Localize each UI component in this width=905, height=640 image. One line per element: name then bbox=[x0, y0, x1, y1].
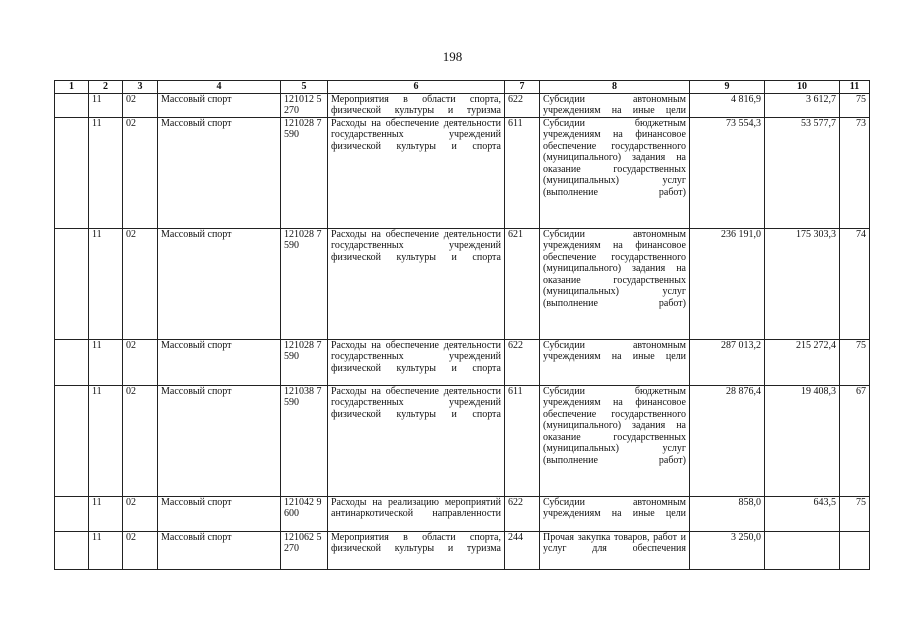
section-name-cell: Массовый спорт bbox=[158, 339, 281, 385]
row-number-cell bbox=[55, 117, 89, 228]
execution-percent-cell: 67 bbox=[840, 385, 870, 496]
section-code-cell: 11 bbox=[89, 531, 123, 569]
executed-amount-cell: 175 303,3 bbox=[765, 228, 840, 339]
execution-percent-cell: 74 bbox=[840, 228, 870, 339]
expense-type-code-cell: 622 bbox=[505, 339, 540, 385]
subsection-code-cell: 02 bbox=[123, 339, 158, 385]
table-row bbox=[55, 228, 870, 339]
table-row bbox=[55, 339, 870, 385]
expense-type-name-cell: Субсидии бюджетным учреждениям на финансовое обеспечение государственного (муниципального) задания на оказание государственных (муниципальных) услуг (выполнение работ) bbox=[540, 117, 690, 228]
expense-type-name-cell: Субсидии автономным учреждениям на иные цели bbox=[540, 496, 690, 531]
col-header: 8 bbox=[540, 81, 690, 94]
row-number-cell bbox=[55, 93, 89, 117]
target-article-cell: 121062 5270 bbox=[281, 531, 328, 569]
page-number: 198 bbox=[442, 49, 463, 64]
subsection-code-cell: 02 bbox=[123, 228, 158, 339]
expense-type-name-cell: Субсидии бюджетным учреждениям на финансовое обеспечение государственного (муниципального) задания на оказание государственных (муниципальных) услуг (выполнение работ) bbox=[540, 385, 690, 496]
planned-amount-cell: 4 816,9 bbox=[690, 93, 765, 117]
target-article-cell: 121012 5270 bbox=[281, 93, 328, 117]
executed-amount-cell: 19 408,3 bbox=[765, 385, 840, 496]
section-code-cell: 11 bbox=[89, 228, 123, 339]
col-header: 3 bbox=[123, 81, 158, 94]
col-header: 11 bbox=[840, 81, 870, 94]
expense-type-code-cell: 611 bbox=[505, 385, 540, 496]
expense-type-code-cell: 244 bbox=[505, 531, 540, 569]
table-row bbox=[55, 531, 870, 569]
expense-type-name-cell: Субсидии автономным учреждениям на иные цели bbox=[540, 93, 690, 117]
planned-amount-cell: 73 554,3 bbox=[690, 117, 765, 228]
executed-amount-cell bbox=[765, 531, 840, 569]
row-number-cell bbox=[55, 385, 89, 496]
col-header: 5 bbox=[281, 81, 328, 94]
planned-amount-cell: 236 191,0 bbox=[690, 228, 765, 339]
col-header: 7 bbox=[505, 81, 540, 94]
planned-amount-cell: 3 250,0 bbox=[690, 531, 765, 569]
header-row bbox=[55, 81, 870, 94]
col-header: 6 bbox=[328, 81, 505, 94]
budget-table bbox=[54, 80, 870, 570]
section-code-cell: 11 bbox=[89, 496, 123, 531]
executed-amount-cell: 3 612,7 bbox=[765, 93, 840, 117]
target-article-name-cell: Расходы на обеспечение деятельности государственных учреждений физической культуры и спорта bbox=[328, 117, 505, 228]
target-article-name-cell: Расходы на реализацию мероприятий антинаркотической направленности bbox=[328, 496, 505, 531]
target-article-cell: 121028 7590 bbox=[281, 117, 328, 228]
row-number-cell bbox=[55, 531, 89, 569]
target-article-name-cell: Мероприятия в области спорта, физической культуры и туризма bbox=[328, 93, 505, 117]
subsection-code-cell: 02 bbox=[123, 93, 158, 117]
section-name-cell: Массовый спорт bbox=[158, 531, 281, 569]
section-name-cell: Массовый спорт bbox=[158, 93, 281, 117]
executed-amount-cell: 53 577,7 bbox=[765, 117, 840, 228]
section-code-cell: 11 bbox=[89, 93, 123, 117]
section-name-cell: Массовый спорт bbox=[158, 228, 281, 339]
target-article-name-cell: Расходы на обеспечение деятельности государственных учреждений физической культуры и спорта bbox=[328, 228, 505, 339]
expense-type-code-cell: 622 bbox=[505, 496, 540, 531]
execution-percent-cell: 75 bbox=[840, 496, 870, 531]
col-header: 10 bbox=[765, 81, 840, 94]
section-name-cell: Массовый спорт bbox=[158, 385, 281, 496]
row-number-cell bbox=[55, 339, 89, 385]
planned-amount-cell: 28 876,4 bbox=[690, 385, 765, 496]
col-header: 9 bbox=[690, 81, 765, 94]
expense-type-name-cell: Субсидии автономным учреждениям на иные цели bbox=[540, 339, 690, 385]
expense-type-code-cell: 621 bbox=[505, 228, 540, 339]
execution-percent-cell: 75 bbox=[840, 93, 870, 117]
table-row bbox=[55, 385, 870, 496]
executed-amount-cell: 643,5 bbox=[765, 496, 840, 531]
target-article-name-cell: Расходы на обеспечение деятельности государственных учреждений физической культуры и спорта bbox=[328, 385, 505, 496]
expense-type-code-cell: 622 bbox=[505, 93, 540, 117]
subsection-code-cell: 02 bbox=[123, 496, 158, 531]
execution-percent-cell: 75 bbox=[840, 339, 870, 385]
subsection-code-cell: 02 bbox=[123, 117, 158, 228]
expense-type-code-cell: 611 bbox=[505, 117, 540, 228]
row-number-cell bbox=[55, 496, 89, 531]
expense-type-name-cell: Прочая закупка товаров, работ и услуг для обеспечения bbox=[540, 531, 690, 569]
section-name-cell: Массовый спорт bbox=[158, 117, 281, 228]
execution-percent-cell bbox=[840, 531, 870, 569]
section-code-cell: 11 bbox=[89, 385, 123, 496]
target-article-name-cell: Мероприятия в области спорта, физической культуры и туризма bbox=[328, 531, 505, 569]
row-number-cell bbox=[55, 228, 89, 339]
col-header: 1 bbox=[55, 81, 89, 94]
subsection-code-cell: 02 bbox=[123, 531, 158, 569]
table-row bbox=[55, 93, 870, 117]
target-article-cell: 121028 7590 bbox=[281, 339, 328, 385]
section-code-cell: 11 bbox=[89, 339, 123, 385]
target-article-cell: 121042 9600 bbox=[281, 496, 328, 531]
col-header: 4 bbox=[158, 81, 281, 94]
execution-percent-cell: 73 bbox=[840, 117, 870, 228]
table-row bbox=[55, 496, 870, 531]
section-code-cell: 11 bbox=[89, 117, 123, 228]
executed-amount-cell: 215 272,4 bbox=[765, 339, 840, 385]
target-article-cell: 121028 7590 bbox=[281, 228, 328, 339]
table-row bbox=[55, 117, 870, 228]
target-article-cell: 121038 7590 bbox=[281, 385, 328, 496]
section-name-cell: Массовый спорт bbox=[158, 496, 281, 531]
col-header: 2 bbox=[89, 81, 123, 94]
target-article-name-cell: Расходы на обеспечение деятельности государственных учреждений физической культуры и спорта bbox=[328, 339, 505, 385]
planned-amount-cell: 287 013,2 bbox=[690, 339, 765, 385]
subsection-code-cell: 02 bbox=[123, 385, 158, 496]
planned-amount-cell: 858,0 bbox=[690, 496, 765, 531]
expense-type-name-cell: Субсидии автономным учреждениям на финансовое обеспечение государственного (муниципального) задания на оказание государственных (муниципальных) услуг (выполнение работ) bbox=[540, 228, 690, 339]
